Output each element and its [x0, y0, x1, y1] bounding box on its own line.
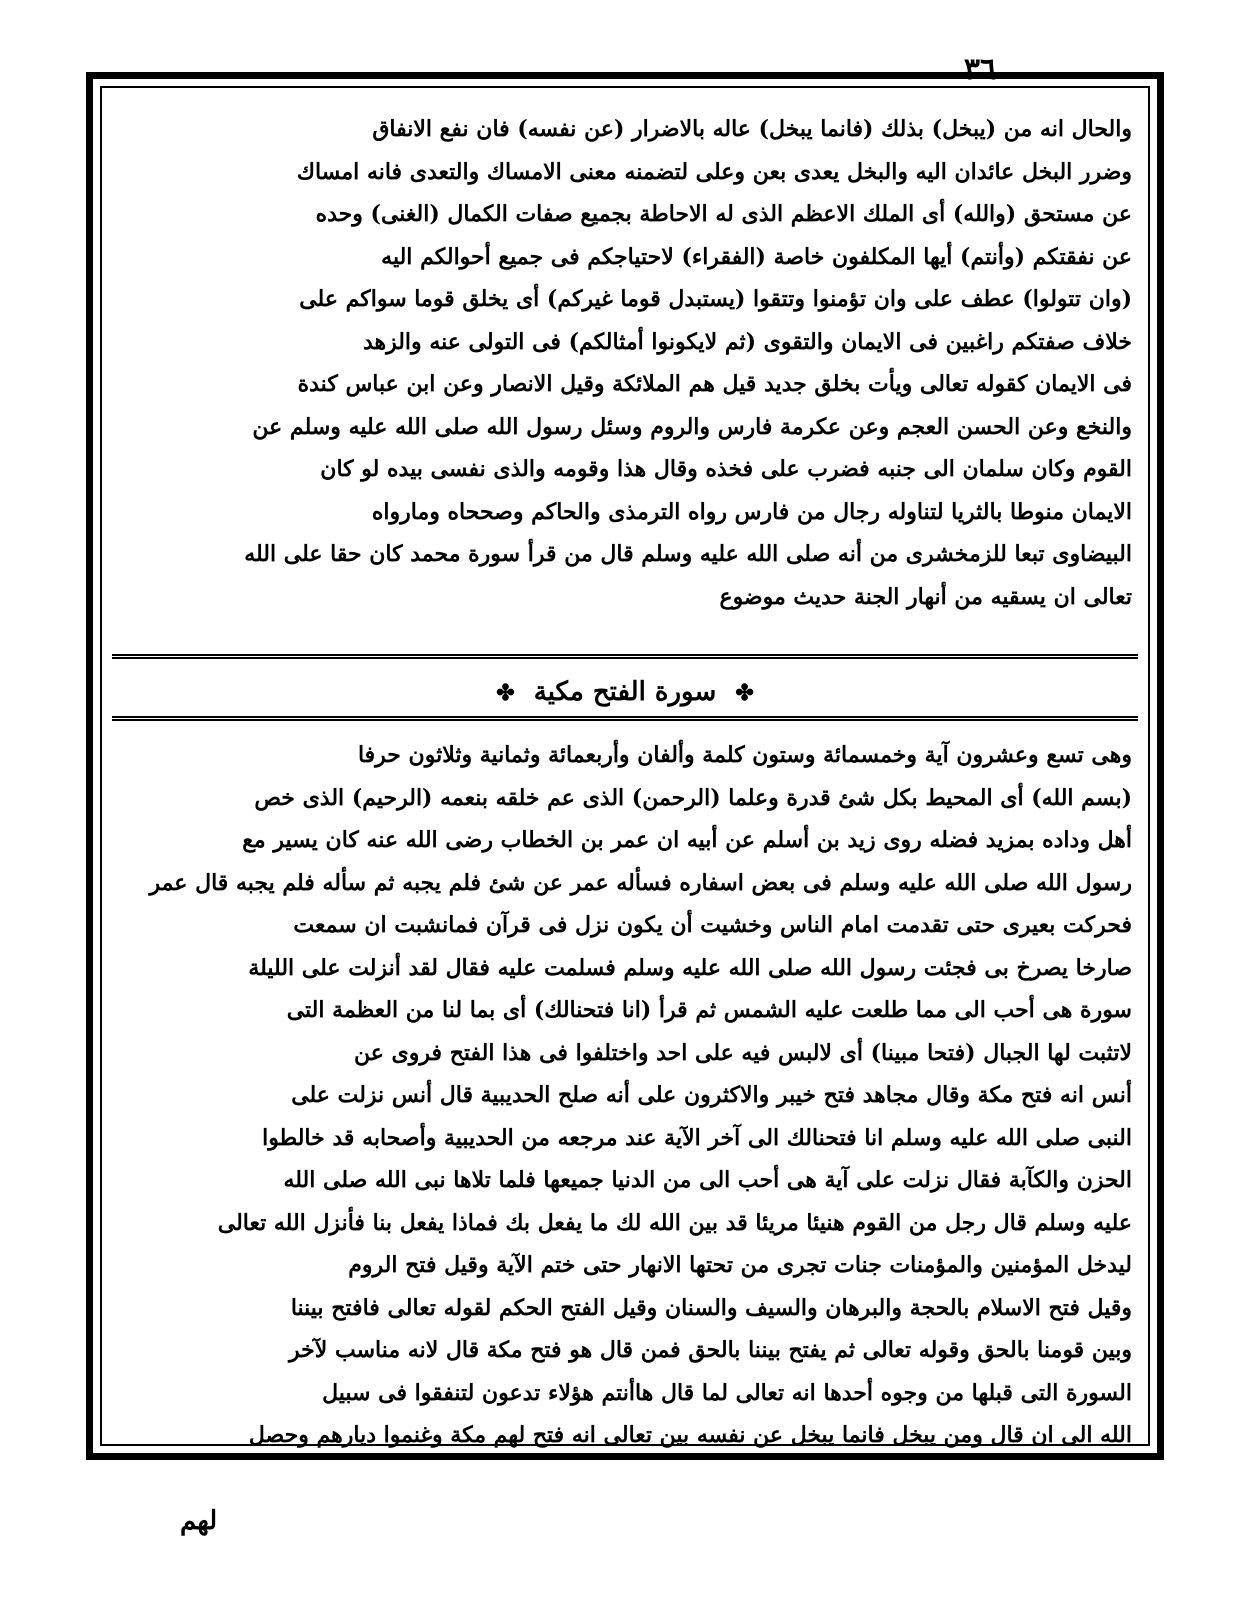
text-line: ليدخل المؤمنين والمؤمنات جنات تجرى من تحتها الانهار حتى ختم الآية وقيل فتح الروم	[348, 1252, 1132, 1278]
text-line: فى الايمان كقوله تعالى ويأت بخلق جديد قيل هم الملائكة وقيل الانصار وعن ابن عباس كندة	[297, 371, 1132, 397]
surah-header	[112, 670, 1138, 714]
page-number: ٣٦	[963, 52, 997, 87]
text-line: البيضاوى تبعا للزمخشرى من أنه صلى الله عليه وسلم قال من قرأ سورة محمد كان حقا على الله	[244, 541, 1132, 567]
text-line: وبين قومنا بالحق وقوله تعالى ثم يفتح بيننا بالحق فمن قال هو فتح مكة قال لانه مناسب لآخر	[289, 1337, 1132, 1363]
text-line: عن نفقتكم (وأنتم) أيها المكلفون خاصة (الفقراء) لاحتياجكم فى جميع أحوالكم اليه	[381, 243, 1132, 270]
text-line: وقيل فتح الاسلام بالحجة والبرهان والسيف والسنان وقيل الفتح الحكم لقوله تعالى فافتح بيننا	[290, 1294, 1132, 1321]
text-line: رسول الله صلى الله عليه وسلم فى بعض اسفاره فسأله عمر عن شئ فلم يجبه ثم سأله فلم يجبه قال عمر	[149, 869, 1132, 896]
catchword: لهم	[180, 1506, 218, 1536]
top-text-block	[120, 108, 1132, 618]
text-line: وضرر البخل عائدان اليه والبخل يعدى بعن وعلى لتضمنه معنى الامساك والتعدى فانه امساك	[296, 158, 1132, 185]
text-line: الايمان منوطا بالثريا لتناوله رجال من فارس رواه الترمذى والحاكم وصححاه ومارواه	[371, 498, 1132, 525]
text-line: فحركت بعيرى حتى تقدمت امام الناس وخشيت أن يكون نزل فى قرآن فمانشبت ان سمعت	[293, 912, 1132, 938]
text-line: عن مستحق (والله) أى الملك الاعظم الذى له الاحاطة بجميع صفات الكمال (الغنى) وحده	[315, 201, 1132, 227]
text-line: والحال انه من (يبخل) بذلك (فانما يبخل) عاله بالاضرار (عن نفسه) فان نفع الانفاق	[372, 116, 1132, 142]
text-line: السورة التى قبلها من وجوه أحدها انه تعالى لما قال هاأنتم هؤلاء تدعون لتنفقوا فى سبيل	[322, 1379, 1132, 1406]
text-line: الحزن والكآبة فقال نزلت على آية هى أحب الى من الدنيا جميعها فلما تلاها نبى الله صلى الله	[283, 1167, 1132, 1193]
text-line: (بسم الله) أى المحيط بكل شئ قدرة وعلما (الرحمن) الذى عم خلقه بنعمه (الرحيم) الذى خص	[254, 784, 1132, 811]
text-line: وهى تسع وعشرون آية وخمسمائة وستون كلمة وألفان وأربعمائة وثمانية وثلاثون حرفا	[357, 742, 1132, 768]
surah-title: سورة الفتح مكية	[533, 677, 717, 707]
header-rule-bottom	[112, 716, 1138, 721]
text-line: النبى صلى الله عليه وسلم انا فتحنالك الى آخر الآية عند مرجعه من الحديبية وأصحابه قد خالطوا	[262, 1124, 1132, 1151]
text-line: أهل وداده بمزيد فضله روى زيد بن أسلم عن أبيه ان عمر بن الخطاب رضى الله عنه كان يسير مع	[242, 827, 1132, 853]
text-line: لاتثبت لها الجبال (فتحا مبينا) أى لالبس فيه على احد واختلفوا فى هذا الفتح فروى عن	[354, 1039, 1132, 1066]
ornament-icon: ✤	[735, 680, 754, 706]
text-line: أنس انه فتح مكة وقال مجاهد فتح خيبر والاكثرون على أنه صلح الحديبية قال أنس نزلت على	[291, 1082, 1132, 1108]
text-line: والنخع وعن الحسن العجم وعن عكرمة فارس والروم وسئل رسول الله صلى الله عليه وسلم عن	[252, 413, 1132, 440]
text-line: تعالى ان يسقيه من أنهار الجنة حديث موضوع	[719, 583, 1132, 610]
bottom-text-block	[120, 734, 1132, 1457]
text-line: عليه وسلم قال رجل من القوم هنيئا مريئا قد بين الله لك ما يفعل بك فماذا يفعل بنا فأنزل الله تعالى	[217, 1209, 1132, 1236]
text-line: القوم وكان سلمان الى جنبه فضرب على فخذه وقال هذا وقومه والذى نفسى بيده لو كان	[320, 456, 1132, 482]
text-line: خلاف صفتكم راغبين فى الايمان والتقوى (ثم لايكونوا أمثالكم) فى التولى عنه والزهد	[362, 328, 1132, 355]
text-line: صارخا يصرخ بى فجئت رسول الله صلى الله عليه وسلم فسلمت عليه فقال لقد أنزلت على الليلة	[248, 954, 1132, 981]
header-rule-top	[112, 654, 1138, 659]
text-line: سورة هى أحب الى مما طلعت عليه الشمس ثم قرأ (انا فتحنالك) أى بما لنا من العظمة التى	[286, 997, 1132, 1023]
ornament-icon: ✤	[496, 680, 515, 706]
text-line: الله الى ان قال ومن يبخل فانما يبخل عن نفسه بين تعالى انه فتح لهم مكة وغنموا ديارهم وحصل	[248, 1422, 1132, 1448]
text-line: (وان تتولوا) عطف على وان تؤمنوا وتتقوا (يستبدل قوما غيركم) أى يخلق قوما سواكم على	[299, 286, 1132, 312]
